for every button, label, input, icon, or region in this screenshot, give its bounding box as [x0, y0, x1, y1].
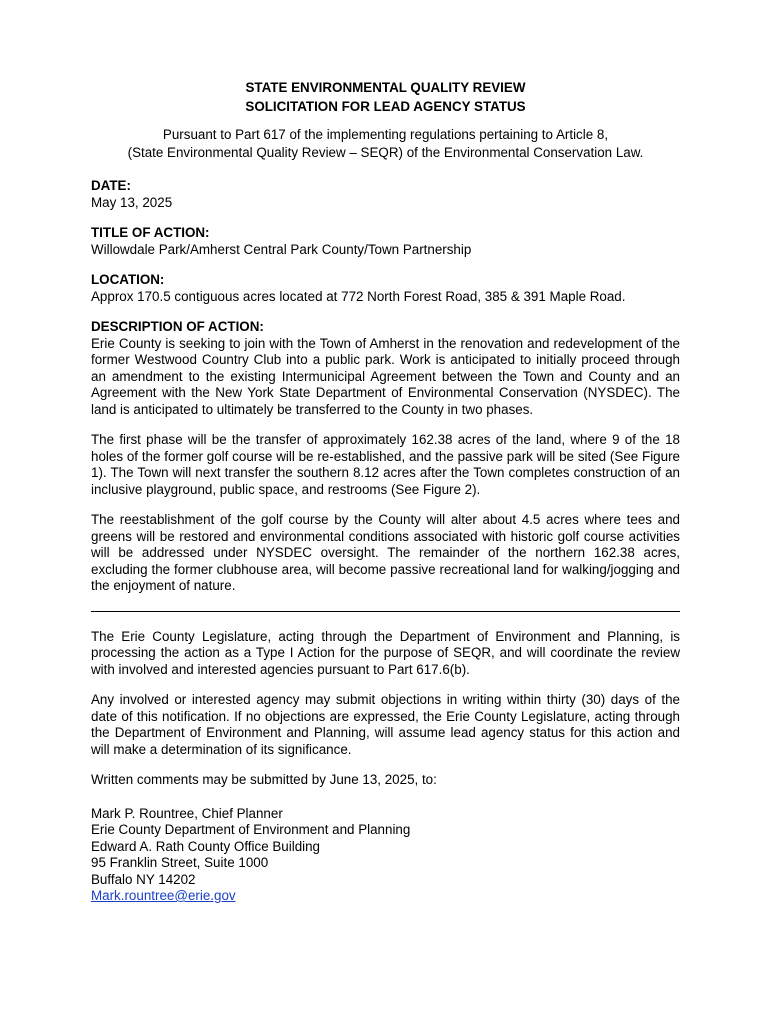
description-paragraph: Erie County is seeking to join with the Town of Amherst in the renovation and redevelopment of the former Westwood Country Club into a public park. Work is anticipated to initially proceed through an amendment to the existing Intermunicipal Agreement between the Town and County and an Agreement with the New York State Department of Environmental Conservation (NYSDEC). The land is anticipated to ultimately be transferred to the County in two phases.	[91, 335, 680, 417]
description-paragraph: The first phase will be the transfer of approximately 162.38 acres of the land, where 9 of the 18 holes of the former golf course will be re-established, and the passive park will be sited (See Figure 1). The Town will next transfer the southern 8.12 acres after the Town completes construction of an inclusive playground, public space, and restrooms (See Figure 2).	[91, 432, 680, 497]
description-paragraph: The reestablishment of the golf course by the County will alter about 4.5 acres where tees and greens will be restored and environmental conditions associated with historic golf course activities will be addressed under NYSDEC oversight. The remainder of the northern 162.38 acres, excluding the former clubhouse area, will become passive recreational land for walking/jogging and the enjoyment of nature.	[91, 512, 680, 593]
contact-email-line	[91, 888, 680, 905]
contact-name: Mark P. Rountree, Chief Planner	[91, 805, 283, 821]
notice-paragraph: The Erie County Legislature, acting through the Department of Environment and Planning, is processing the action as a Type I Action for the purpose of SEQR, and will coordinate the review with involved and interested agencies pursuant to Part 617.6(b).	[91, 628, 680, 677]
subtitle-line2: (State Environmental Quality Review – SEQR) of the Environmental Conservation Law.	[127, 145, 644, 160]
section-divider	[91, 611, 680, 612]
subtitle-line1: Pursuant to Part 617 of the implementing regulations pertaining to Article 8,	[162, 127, 609, 142]
location-label: LOCATION:	[91, 272, 165, 287]
notice-paragraph: Written comments may be submitted by June 13, 2025, to:	[91, 772, 437, 787]
location-section	[91, 272, 680, 305]
date-value: May 13, 2025	[91, 194, 173, 210]
document-page	[91, 78, 680, 905]
contact-email-link[interactable]: Mark.rountree@erie.gov	[91, 888, 236, 903]
document-subtitle	[91, 126, 680, 162]
description-label: DESCRIPTION OF ACTION:	[91, 319, 264, 334]
document-title-line2: SOLICITATION FOR LEAD AGENCY STATUS	[245, 99, 526, 114]
contact-department: Erie County Department of Environment and Planning	[91, 822, 411, 837]
description-section	[91, 319, 680, 595]
location-value: Approx 170.5 contiguous acres located at 772 North Forest Road, 385 & 391 Maple Road.	[91, 288, 626, 304]
contact-city: Buffalo NY 14202	[91, 871, 196, 887]
date-section	[91, 178, 680, 211]
notice-paragraph: Any involved or interested agency may submit objections in writing within thirty (30) days of the date of this notification. If no objections are expressed, the Erie County Legislature, acting through the Department of Environment and Planning, will assume lead agency status for this action and will make a determination of its significance.	[91, 692, 680, 757]
document-title-line1: STATE ENVIRONMENTAL QUALITY REVIEW	[245, 80, 526, 95]
date-label: DATE:	[91, 178, 131, 193]
title-of-action-label: TITLE OF ACTION:	[91, 225, 210, 240]
title-of-action-section	[91, 225, 680, 258]
contact-building: Edward A. Rath County Office Building	[91, 838, 321, 854]
title-of-action-value: Willowdale Park/Amherst Central Park County/Town Partnership	[91, 241, 472, 257]
notice-section	[91, 629, 680, 789]
contact-address	[91, 806, 680, 905]
contact-street: 95 Franklin Street, Suite 1000	[91, 855, 269, 870]
